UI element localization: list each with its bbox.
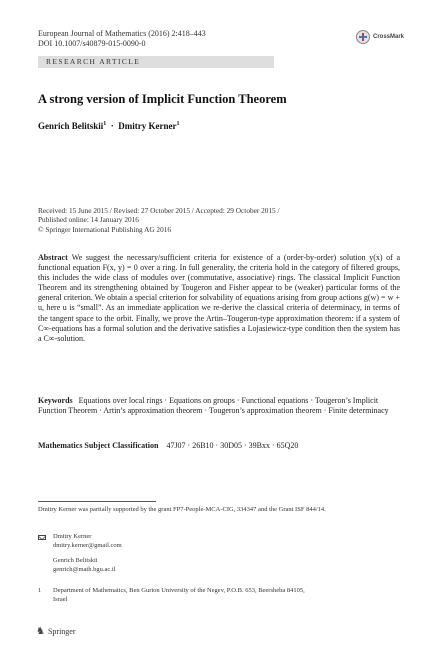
envelope-icon [38,535,46,540]
crossmark-label: CrossMark [373,34,405,40]
journal-info [38,29,206,49]
journal-doi[interactable]: DOI 10.1007/s40879-015-0090-0 [38,39,146,48]
msc-codes: 47J07 · 26B10 · 30D05 · 39Bxx · 65Q20 [166,441,299,450]
contact-name: Genrich Belitskii [53,557,98,564]
affiliation-number: 1 [38,587,42,594]
springer-horse-icon: ♞ [36,626,45,637]
author-list [38,121,180,131]
contact-email[interactable]: genrich@math.bgu.ac.il [53,565,116,573]
affiliation-line: Israel [53,595,68,603]
paper-title: A strong version of Implicit Function Theorem [38,92,287,106]
contact-name: Dmitry Kerner [53,533,92,540]
dates-line: Received: 15 June 2015 / Revised: 27 October 2015 / Accepted: 29 October 2015 / [38,206,280,215]
journal-citation: European Journal of Mathematics (2016) 2:418–443 [38,29,206,38]
affiliation-line: Department of Mathematics, Ben Gurion University of the Negev, P.O.B. 653, Beersheba 84105, [53,587,305,594]
affiliation-text [53,587,408,604]
keywords [38,396,400,416]
crossmark-icon [356,30,370,44]
msc-classification [38,441,400,450]
keywords-text: Equations over local rings · Equations on groups · Functional equations · Tougeron’s Implicit Function Theorem · Artin’s approximation theorem · Tougeron’s approximation theorem · Finite determinacy [38,396,389,416]
funding-note: Dmitry Kerner was partially supported by the grant FP7-People-MCA-CIG, 334347 and the Grant ISF 844/14. [38,506,326,513]
contact-block [53,557,253,574]
keywords-label: Keywords [38,396,73,405]
publication-dates [38,206,408,234]
abstract [38,253,400,344]
crossmark-badge[interactable] [356,30,404,44]
author-name[interactable]: Genrich Belitskii [38,121,104,131]
abstract-text: We suggest the necessary/sufficient criteria for existence of a (order-by-order) solution y(x) of a functional equation F(x, y) = 0 over a ring. In full generality, the criteria hold in the category of filtered groups, this includes the wide class of modules over (commutative, associative) rings. The classical Implicit Function Theorem and its strengthening obtained by Tougeron and Fisher appear to be (weaker) particular forms of the general criterion. We obtain a special criterion for solvability of equations arising from group actions g(w) = w + u, here u is “small”. As an immediate application we re-derive the classical criteria of determinacy, in terms of the tangent space to the orbit. Finally, we prove the Artin–Tougeron-type approximation theorem: if a system of C∞-equations has a formal solution and the derivative satisfies a Lojasiewicz-type condition then the system has a C∞-solution. [38,253,400,343]
author-separator: · [110,121,114,131]
affiliation-marker: 1 [176,121,180,127]
contact-block [53,533,253,550]
msc-label: Mathematics Subject Classification [38,441,159,450]
publisher-name: Springer [47,627,76,636]
author-name[interactable]: Dmitry Kerner [118,121,177,131]
dates-line: Published online: 14 January 2016 [38,215,139,225]
affiliation-marker: 1 [103,121,107,127]
abstract-label: Abstract [38,253,68,262]
article-type: RESEARCH ARTICLE [46,57,141,66]
footnote-divider [38,501,156,502]
publisher-logo [36,626,76,637]
contact-email[interactable]: dmitry.kerner@gmail.com [53,541,122,549]
copyright-line: © Springer International Publishing AG 2016 [38,224,172,234]
article-type-bar [38,56,274,68]
